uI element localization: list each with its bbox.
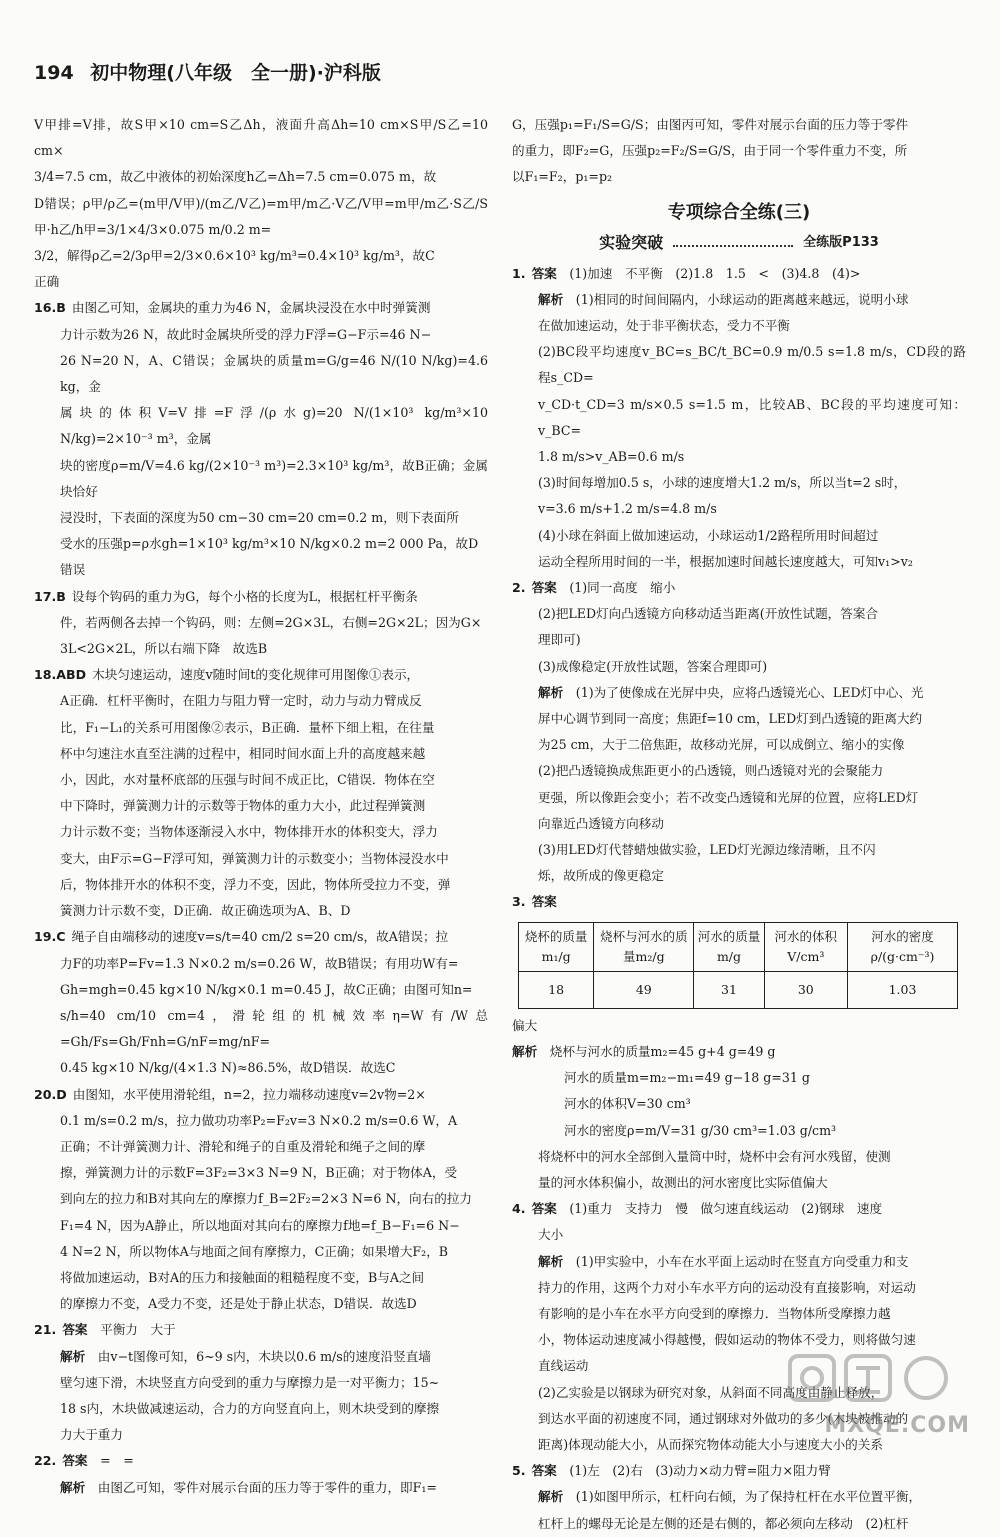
line-text: 大小 bbox=[538, 1227, 564, 1243]
line-text: 距离)体现动能大小，从而探究物体动能大小与速度大小的关系 bbox=[538, 1436, 883, 1452]
line-text: V甲排=V排，故S甲×10 cm=S乙Δh，液面升高Δh=10 cm×S甲/S乙=10 cm× bbox=[34, 117, 488, 159]
text-line bbox=[34, 295, 488, 321]
text-line bbox=[34, 1082, 488, 1108]
question-number: 22. bbox=[34, 1453, 57, 1469]
question-number: 17.B bbox=[34, 588, 66, 604]
answer-label: 答案 bbox=[531, 1201, 557, 1217]
text-line bbox=[34, 819, 488, 845]
answer-label: 答案 bbox=[531, 580, 557, 596]
line-text: A正确．杠杆平衡时，在阻力与阻力臂一定时，动力与动力臂成反 bbox=[60, 693, 422, 709]
line-text: 偏大 bbox=[512, 1017, 538, 1033]
text-line bbox=[512, 1196, 966, 1222]
text-line bbox=[512, 444, 966, 470]
text-line bbox=[512, 654, 966, 680]
text-line bbox=[34, 951, 488, 977]
text-line bbox=[512, 164, 966, 190]
line-text: 力计示数为26 N，故此时金属块所受的浮力F浮=G−F示=46 N− bbox=[60, 326, 432, 342]
line-text: 由图乙可知，金属块的重力为46 N，金属块浸没在水中时弹簧测 bbox=[71, 300, 431, 316]
line-text: (4)小球在斜面上做加速运动，小球运动1/2路程所用时间超过 bbox=[538, 527, 879, 543]
line-text: 河水的质量m=m₂−m₁=49 g−18 g=31 g bbox=[564, 1070, 810, 1086]
line-text: (3)用LED灯代替蜡烛做实验，LED灯光源边缘清晰，且不闪 bbox=[538, 842, 876, 858]
section-title: 专项综合全练(三) bbox=[667, 201, 811, 223]
line-text: D错误；ρ甲/ρ乙=(m甲/V甲)/(m乙/V乙)=m甲/m乙·V乙/V甲=m甲/m乙·S乙/S甲·h乙/h甲=3/1×4/3×0.075 m/0.2 m= bbox=[34, 195, 488, 237]
line-text: 木块匀速运动，速度v随时间t的变化规律可用图像①表示， bbox=[92, 667, 420, 683]
section-page-ref: 全练版P133 bbox=[803, 234, 879, 250]
line-text: 杯中匀速注水直至注满的过程中，相同时间水面上升的高度越来越 bbox=[60, 745, 426, 761]
text-line bbox=[34, 243, 488, 269]
section-subtitle-row bbox=[512, 229, 966, 257]
line-text: 变大，由F示=G−F浮可知，弹簧测力计的示数变小；当物体浸没水中 bbox=[60, 850, 449, 866]
question-number: 18.ABD bbox=[34, 667, 87, 683]
text-line bbox=[512, 1039, 966, 1065]
text-line bbox=[512, 1144, 966, 1170]
table-header: 河水的密度ρ/(g·cm⁻³) bbox=[847, 922, 957, 971]
line-text: 河水的密度ρ=m/V=31 g/30 cm³=1.03 g/cm³ bbox=[564, 1122, 837, 1138]
text-line bbox=[512, 112, 966, 138]
line-text: 烧杯与河水的质量m₂=45 g+4 g=49 g bbox=[549, 1043, 776, 1059]
text-line bbox=[34, 924, 488, 950]
question-number: 21. bbox=[34, 1322, 57, 1338]
text-line bbox=[34, 636, 488, 662]
text-line bbox=[34, 1055, 488, 1081]
text-line bbox=[34, 1317, 488, 1343]
line-text: 由图乙可知，零件对展示台面的压力等于零件的重力，即F₁= bbox=[97, 1479, 437, 1495]
line-text: (2)乙实验是以钢球为研究对象，从斜面不同高度由静止释放， bbox=[538, 1384, 884, 1400]
line-text: 向靠近凸透镜方向移动 bbox=[538, 815, 664, 831]
text-line bbox=[512, 1249, 966, 1275]
watermark-logo-icon bbox=[780, 1348, 970, 1408]
line-text: 小，因此，水对量杯底部的压强与时间不成正比，C错误．物体在空 bbox=[60, 772, 435, 788]
text-line bbox=[34, 164, 488, 190]
line-text: 持力的作用，这两个力对小车水平方向的运动没有直接影响，对运动 bbox=[538, 1279, 916, 1295]
line-text: (1)加速 不平衡 (2)1.8 1.5 < (3)4.8 (4)> bbox=[569, 265, 861, 281]
book-title: 初中物理(八年级 全一册)·沪科版 bbox=[90, 62, 381, 84]
answer-label: 解析 bbox=[512, 1043, 538, 1059]
line-text: 直线运动 bbox=[538, 1358, 589, 1374]
table-header: 烧杯与河水的质量m₂/g bbox=[594, 922, 694, 971]
line-text: 到达水平面的初速度不同，通过钢球对外做功的多少(木块被推动的 bbox=[538, 1410, 909, 1426]
text-line bbox=[512, 138, 966, 164]
line-text: 理即可) bbox=[538, 632, 581, 648]
line-text: 簧测力计示数不变，D正确．故正确选项为A、B、D bbox=[60, 903, 351, 919]
question-number: 1. bbox=[512, 265, 526, 281]
answer-label: 答案 bbox=[531, 1463, 557, 1479]
text-line bbox=[34, 1396, 488, 1422]
line-text: 18 s内，木块做减速运动，合力的方向竖直向上，则木块受到的摩擦 bbox=[60, 1400, 440, 1416]
table-cell: 31 bbox=[694, 971, 764, 1008]
text-line bbox=[34, 977, 488, 1003]
line-text: 比，F₁−L₁的关系可用图像②表示，B正确．量杯下细上粗，在往量 bbox=[60, 719, 435, 735]
text-line bbox=[512, 261, 966, 287]
text-line bbox=[34, 112, 488, 164]
text-line bbox=[512, 1222, 966, 1248]
line-text: 3L<2G×2L，所以右端下降 故选B bbox=[60, 641, 268, 657]
table-header: 河水的体积V/cm³ bbox=[764, 922, 847, 971]
line-text: 3/4=7.5 cm，故乙中液体的初始深度h乙=Δh=7.5 cm=0.075 m，故 bbox=[34, 169, 437, 185]
line-text: 烁，故所成的像更稳定 bbox=[538, 868, 664, 884]
line-text: 以F₁=F₂，p₁=p₂ bbox=[512, 169, 613, 185]
text-line bbox=[34, 1213, 488, 1239]
line-text: 绳子自由端移动的速度v=s/t=40 cm/2 s=20 cm/s，故A错误；拉 bbox=[71, 929, 449, 945]
text-line bbox=[512, 1013, 966, 1039]
right-column bbox=[512, 112, 966, 1537]
line-text: 件，若两侧各去掉一个钩码，则：左侧=2G×3L，右侧=2G×2L；因为G× bbox=[60, 614, 482, 630]
line-text: = = bbox=[100, 1453, 134, 1469]
text-line bbox=[512, 549, 966, 575]
text-line bbox=[512, 732, 966, 758]
question-number: 5. bbox=[512, 1463, 526, 1479]
data-table bbox=[518, 922, 958, 1009]
text-line bbox=[512, 1170, 966, 1196]
line-text: 力大于重力 bbox=[60, 1427, 123, 1443]
line-text: Gh=mgh=0.45 kg×10 N/kg×0.1 m=0.45 J，故C正确；由图可知n= bbox=[60, 981, 473, 997]
text-line bbox=[512, 496, 966, 522]
line-text: 中下降时，弹簧测力计的示数等于物体的重力大小，此过程弹簧测 bbox=[60, 798, 426, 814]
question-number: 2. bbox=[512, 580, 526, 596]
line-text: 小，物体运动速度减小得越慢，假如运动的物体不受力，则将做匀速 bbox=[538, 1332, 916, 1348]
line-text: (1)如图甲所示，杠杆向右倾，为了保持杠杆在水平位置平衡， bbox=[575, 1489, 922, 1505]
text-line bbox=[512, 1118, 966, 1144]
line-text: 块的密度ρ=m/V=4.6 kg/(2×10⁻³ m³)=2.3×10³ kg/m³，故B正确；金属块恰好 bbox=[60, 457, 488, 499]
text-line bbox=[512, 863, 966, 889]
table-cell: 1.03 bbox=[847, 971, 957, 1008]
line-text: 正确 bbox=[34, 274, 60, 290]
text-line bbox=[512, 601, 966, 627]
line-text: 由图知，水平使用滑轮组，n=2，拉力端移动速度v=2v物=2× bbox=[72, 1086, 426, 1102]
answer-label: 解析 bbox=[60, 1348, 86, 1364]
text-line bbox=[512, 523, 966, 549]
text-line bbox=[34, 610, 488, 636]
table-row bbox=[519, 971, 958, 1008]
line-text: 力F的功率P=Fv=1.3 N×0.2 m/s=0.26 W，故B错误；有用功W有= bbox=[60, 955, 459, 971]
text-line bbox=[512, 1301, 966, 1327]
text-line bbox=[34, 1448, 488, 1474]
line-text: s/h=40 cm/10 cm=4，滑轮组的机械效率η=W有/W总=Gh/Fs=Gh/Fnh=G/nF=mg/nF= bbox=[60, 1007, 488, 1050]
text-line bbox=[512, 470, 966, 496]
line-text: 26 N=20 N，A、C错误；金属块的质量m=G/g=46 N/(10 N/kg)=4.6 kg，金 bbox=[60, 352, 488, 395]
text-line bbox=[34, 715, 488, 741]
answer-label: 解析 bbox=[538, 684, 564, 700]
line-text: 1.8 m/s>v_AB=0.6 m/s bbox=[538, 449, 685, 465]
line-text: 到向左的拉力和B对其向左的摩擦力f_B=2F₂=2×3 N=6 N，向右的拉力 bbox=[60, 1191, 473, 1207]
line-text: 杠杆上的螺母无论是左侧的还是右侧的，都必须向左移动 (2)杠杆 bbox=[538, 1515, 909, 1531]
line-text: 0.1 m/s=0.2 m/s，拉力做功功率P₂=F₂v=3 N×0.2 m/s=0.6 W，A bbox=[60, 1112, 458, 1128]
dotted-leader bbox=[673, 235, 793, 247]
text-line bbox=[34, 322, 488, 348]
line-text: 属块的体积V=V排=F浮/(ρ水g)=20 N/(1×10³ kg/m³×10 N/kg)=2×10⁻³ m³，金属 bbox=[60, 405, 488, 447]
line-text: 的摩擦力不变，A受力不变，还是处于静止状态，D错误．故选D bbox=[60, 1296, 417, 1312]
line-text: 河水的体积V=30 cm³ bbox=[564, 1096, 691, 1112]
text-line bbox=[512, 1458, 966, 1484]
line-text: 错误 bbox=[60, 562, 86, 578]
text-line bbox=[34, 741, 488, 767]
line-text: 由v−t图像可知，6~9 s内，木块以0.6 m/s的速度沿竖直墙 bbox=[97, 1348, 431, 1364]
text-line bbox=[34, 1344, 488, 1370]
text-line bbox=[34, 1370, 488, 1396]
text-line bbox=[512, 1511, 966, 1537]
text-line bbox=[512, 287, 966, 313]
text-line bbox=[34, 1239, 488, 1265]
page-number: 194 bbox=[34, 62, 74, 84]
text-line bbox=[34, 505, 488, 531]
text-line bbox=[34, 584, 488, 610]
right-column-top bbox=[512, 112, 966, 191]
text-line bbox=[34, 191, 488, 243]
line-text: 力计示数不变；当物体逐渐浸入水中，物体排开水的体积变大，浮力 bbox=[60, 824, 438, 840]
section-subtitle: 实验突破 bbox=[599, 232, 664, 252]
text-line bbox=[512, 1275, 966, 1301]
line-text: 0.45 kg×10 N/kg/(4×1.3 N)≈86.5%，故D错误．故选C bbox=[60, 1060, 396, 1076]
text-line bbox=[512, 680, 966, 706]
line-text: v_CD·t_CD=3 m/s×0.5 s=1.5 m，比较AB、BC段的平均速度可知：v_BC= bbox=[538, 396, 966, 438]
answer-label: 解析 bbox=[60, 1479, 86, 1495]
answer-label: 答案 bbox=[531, 894, 557, 910]
table-header: 河水的质量m/g bbox=[694, 922, 764, 971]
line-text: 在做加速运动，处于非平衡状态，受力不平衡 bbox=[538, 318, 790, 334]
line-text: (2)把凸透镜换成焦距更小的凸透镜，则凸透镜对光的会聚能力 bbox=[538, 763, 884, 779]
text-line bbox=[34, 348, 488, 400]
line-text: 浸没时，下表面的深度为50 cm−30 cm=20 cm=0.2 m，则下表面所 bbox=[60, 510, 459, 526]
text-line bbox=[512, 706, 966, 732]
line-text: (1)甲实验中，小车在水平面上运动时在竖直方向受重力和支 bbox=[575, 1253, 909, 1269]
text-line bbox=[34, 400, 488, 452]
text-line bbox=[512, 785, 966, 811]
table-cell: 49 bbox=[594, 971, 694, 1008]
text-line bbox=[34, 872, 488, 898]
text-line bbox=[512, 1065, 966, 1091]
answer-label: 答案 bbox=[62, 1453, 88, 1469]
line-text: 将做加速运动，B对A的压力和接触面的粗糙程度不变，B与A之间 bbox=[60, 1269, 425, 1285]
line-text: G，压强p₁=F₁/S=G/S；由图丙可知，零件对展示台面的压力等于零件 bbox=[512, 117, 909, 132]
line-text: 4 N=2 N，所以物体A与地面之间有摩擦力，C正确；如果增大F₂，B bbox=[60, 1243, 449, 1259]
text-line bbox=[34, 1134, 488, 1160]
text-line bbox=[512, 837, 966, 863]
answer-label: 答案 bbox=[531, 265, 557, 281]
text-line bbox=[34, 793, 488, 819]
text-line bbox=[34, 453, 488, 505]
text-line bbox=[512, 627, 966, 653]
text-line bbox=[34, 1475, 488, 1501]
text-line bbox=[34, 688, 488, 714]
line-text: 设每个钩码的重力为G，每个小格的长度为L，根据杠杆平衡条 bbox=[71, 588, 418, 604]
text-line bbox=[34, 1160, 488, 1186]
line-text: 更强，所以像距会变小；若不改变凸透镜和光屏的位置，应将LED灯 bbox=[538, 789, 919, 805]
text-line bbox=[512, 1091, 966, 1117]
line-text: 量的河水体积偏小，故测出的河水密度比实际值偏大 bbox=[538, 1174, 828, 1190]
line-text: 运动全程所用时间的一半，根据加速时间越长速度越大，可知v₁>v₂ bbox=[538, 553, 913, 569]
text-line bbox=[34, 269, 488, 295]
line-text: (2)BC段平均速度v_BC=s_BC/t_BC=0.9 m/0.5 s=1.8 m/s，CD段的路程s_CD= bbox=[538, 344, 966, 386]
line-text: (2)把LED灯向凸透镜方向移动适当距离(开放性试题，答案合 bbox=[538, 606, 879, 622]
line-text: (1)同一高度 缩小 bbox=[569, 580, 676, 596]
line-text: F₁=4 N，因为A静止，所以地面对其向右的摩擦力f地=f_B−F₁=6 N− bbox=[60, 1217, 460, 1233]
question-number: 4. bbox=[512, 1201, 526, 1217]
text-line bbox=[512, 1484, 966, 1510]
text-line bbox=[512, 575, 966, 601]
answer-label: 解析 bbox=[538, 1253, 564, 1269]
line-text: v=3.6 m/s+1.2 m/s=4.8 m/s bbox=[538, 501, 717, 517]
text-line bbox=[34, 531, 488, 557]
line-text: (1)相同的时间间隔内，小球运动的距离越来越远，说明小球 bbox=[575, 291, 909, 307]
right-column-bottom bbox=[512, 1013, 966, 1537]
table-cell: 18 bbox=[519, 971, 594, 1008]
text-line bbox=[512, 313, 966, 339]
watermark bbox=[780, 1348, 970, 1438]
line-text: (3)时间每增加0.5 s，小球的速度增大1.2 m/s，所以当t=2 s时， bbox=[538, 475, 907, 491]
question-number: 19.C bbox=[34, 929, 66, 945]
text-line bbox=[34, 662, 488, 688]
text-line bbox=[34, 1108, 488, 1134]
table-cell: 30 bbox=[764, 971, 847, 1008]
line-text: 为25 cm，大于二倍焦距，故移动光屏，可以成倒立、缩小的实像 bbox=[538, 737, 905, 753]
page-header bbox=[34, 58, 964, 88]
text-line bbox=[512, 811, 966, 837]
question-number: 20.D bbox=[34, 1086, 67, 1102]
line-text: 壁匀速下滑，木块竖直方向受到的重力与摩擦力是一对平衡力；15~ bbox=[60, 1374, 440, 1390]
line-text: 平衡力 大于 bbox=[100, 1322, 176, 1338]
question-number: 16.B bbox=[34, 300, 66, 316]
text-line bbox=[34, 846, 488, 872]
text-line bbox=[34, 557, 488, 583]
text-line bbox=[34, 898, 488, 924]
watermark-text: MXQE.COM bbox=[824, 1413, 970, 1438]
right-column-middle bbox=[512, 261, 966, 916]
text-line bbox=[34, 1265, 488, 1291]
text-line bbox=[512, 889, 966, 915]
left-column bbox=[34, 112, 488, 1501]
line-text: (1)左 (2)右 (3)动力×动力臂=阻力×阻力臂 bbox=[569, 1463, 831, 1479]
text-line bbox=[512, 758, 966, 784]
table-header: 烧杯的质量m₁/g bbox=[519, 922, 594, 971]
line-text: 有影响的是小车在水平方向受到的摩擦力．当物体所受摩擦力越 bbox=[538, 1305, 891, 1321]
line-text: 正确；不计弹簧测力计、滑轮和绳子的自重及滑轮和绳子之间的摩 bbox=[60, 1138, 426, 1154]
text-line bbox=[34, 1422, 488, 1448]
question-number: 3. bbox=[512, 894, 526, 910]
answer-label: 解析 bbox=[538, 1489, 564, 1505]
line-text: (3)成像稳定(开放性试题，答案合理即可) bbox=[538, 658, 768, 674]
text-line bbox=[34, 1291, 488, 1317]
line-text: 的重力，即F₂=G，压强p₂=F₂/S=G/S，由于同一个零件重力不变，所 bbox=[512, 143, 908, 159]
line-text: 擦，弹簧测力计的示数F=3F₂=3×3 N=9 N，B正确；对于物体A，受 bbox=[60, 1165, 458, 1181]
line-text: 后，物体排开水的体积不变，浮力不变，因此，物体所受拉力不变，弹 bbox=[60, 876, 451, 892]
line-text: 屏中心调节到同一高度；焦距f=10 cm，LED灯到凸透镜的距离大约 bbox=[538, 711, 923, 727]
answer-label: 解析 bbox=[538, 291, 564, 307]
text-line bbox=[34, 1003, 488, 1055]
line-text: 受水的压强p=ρ水gh=1×10³ kg/m³×10 N/kg×0.2 m=2 000 Pa，故D bbox=[60, 536, 479, 552]
line-text: 3/2，解得ρ乙=2/3ρ甲=2/3×0.6×10³ kg/m³=0.4×10³ kg/m³，故C bbox=[34, 248, 435, 264]
text-line bbox=[512, 339, 966, 391]
line-text: (1)为了使像成在光屏中央，应将凸透镜光心、LED灯中心、光 bbox=[575, 684, 924, 700]
answer-label: 答案 bbox=[62, 1322, 88, 1338]
line-text: (1)重力 支持力 慢 做匀速直线运动 (2)钢球 速度 bbox=[569, 1201, 883, 1217]
line-text: 将烧杯中的河水全部倒入量筒中时，烧杯中会有河水残留，使测 bbox=[538, 1148, 891, 1164]
text-line bbox=[34, 767, 488, 793]
text-line bbox=[34, 1186, 488, 1212]
text-line bbox=[512, 392, 966, 444]
table-header-row bbox=[519, 922, 958, 971]
